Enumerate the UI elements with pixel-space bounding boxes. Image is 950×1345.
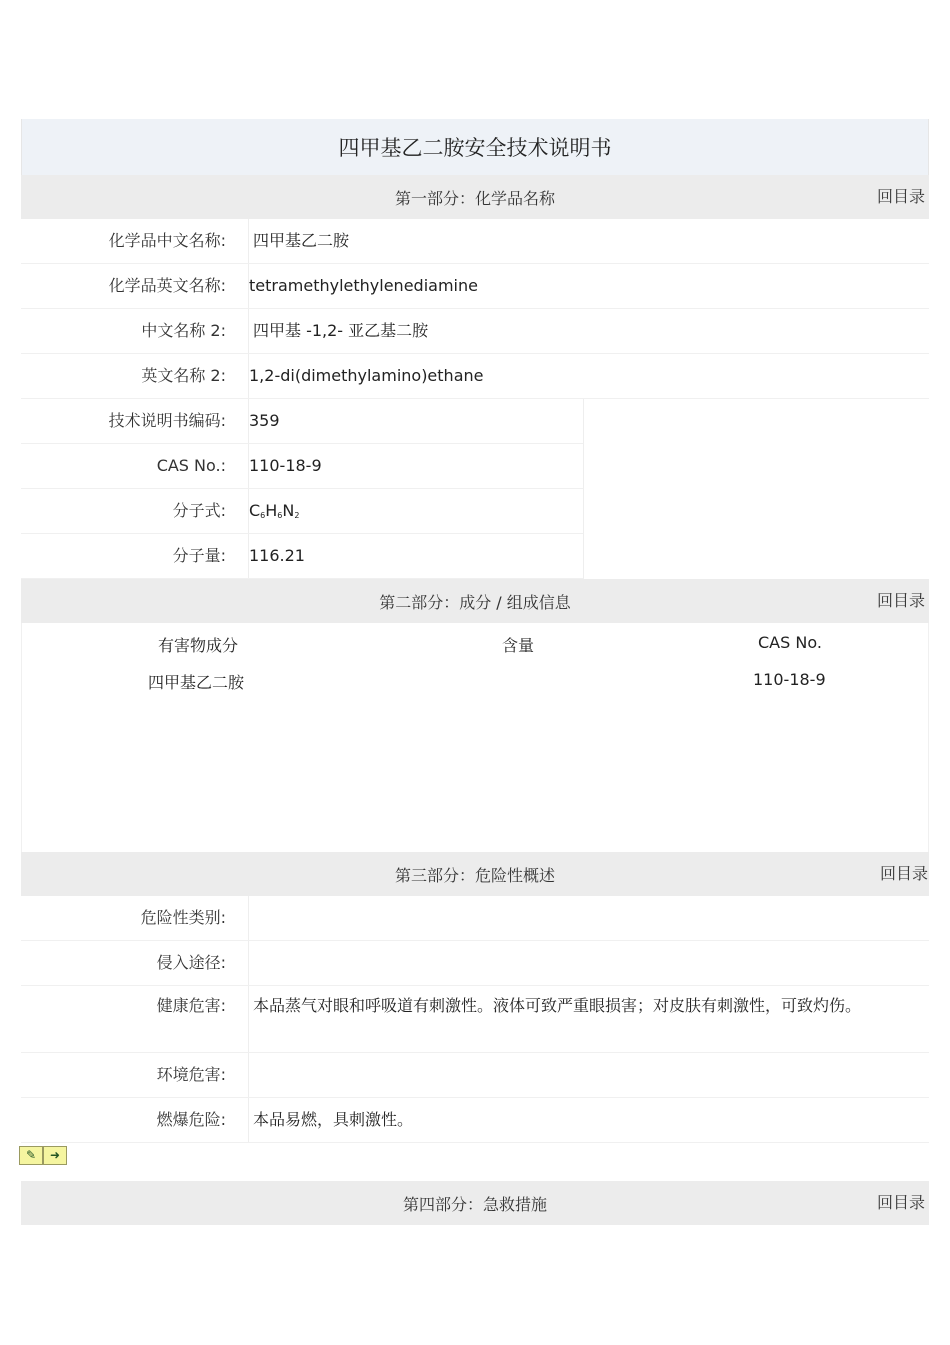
row-english-name-2	[21, 354, 929, 399]
field-value	[249, 941, 929, 985]
field-label: 分子式:	[21, 489, 249, 533]
field-label: 技术说明书编码:	[21, 399, 249, 443]
field-value	[249, 896, 929, 940]
formula-h-count: 6	[277, 511, 283, 520]
field-label: 英文名称 2:	[21, 354, 249, 398]
formula-n-count: 2	[294, 511, 300, 520]
row-health-hazard	[21, 986, 929, 1053]
toc-link-3[interactable]: 回目录	[879, 864, 928, 883]
row-chinese-name-2	[21, 309, 929, 354]
field-label: 化学品中文名称:	[21, 219, 249, 263]
row-molecular-weight	[21, 534, 584, 579]
row-english-name	[21, 264, 929, 309]
row-cas	[21, 444, 584, 489]
row-formula	[21, 489, 584, 534]
icon-toolbar	[21, 1143, 929, 1181]
composition-row	[22, 670, 928, 698]
field-value: 四甲基 -1,2- 亚乙基二胺	[253, 321, 429, 340]
section-2-header	[21, 579, 929, 623]
section-1-header	[21, 175, 929, 219]
composition-header-row	[22, 633, 928, 661]
blank-cell	[584, 399, 929, 579]
field-label: 分子量:	[21, 534, 249, 578]
field-value: 359	[249, 411, 280, 430]
field-label: 侵入途径:	[21, 941, 249, 985]
col-cas: CAS No.	[758, 633, 822, 652]
row-hazard-class	[21, 896, 929, 941]
field-value: 本品易燃，具刺激性。	[253, 1110, 414, 1129]
composition-table	[21, 623, 929, 852]
row-chinese-name	[21, 219, 929, 264]
row-fire-explosion-hazard	[21, 1098, 929, 1143]
field-label: 燃爆危险:	[21, 1098, 249, 1142]
next-icon[interactable]: ➜	[43, 1146, 67, 1165]
field-value: 110-18-9	[249, 456, 322, 475]
section-4-title: 第四部分：急救措施	[402, 1194, 547, 1214]
field-label: CAS No.:	[21, 444, 249, 488]
document-title: 四甲基乙二胺安全技术说明书	[21, 119, 929, 175]
row-exposure-route	[21, 941, 929, 986]
toc-link-2[interactable]: 回目录	[876, 591, 925, 610]
col-content: 含量	[502, 636, 535, 655]
section-1-title: 第一部分：化学品名称	[394, 188, 555, 208]
field-label: 化学品英文名称:	[21, 264, 249, 308]
row-environment-hazard	[21, 1053, 929, 1098]
field-label: 危险性类别:	[21, 896, 249, 940]
section-2-title: 第二部分：成分 / 组成信息	[379, 592, 571, 612]
identifier-block	[21, 399, 929, 579]
field-value	[249, 1053, 929, 1097]
section-4-header	[21, 1181, 929, 1225]
row-spec-code	[21, 399, 584, 444]
edit-icon[interactable]: ✎	[19, 1146, 43, 1165]
field-value: 116.21	[249, 546, 305, 565]
section-3-title: 第三部分：危险性概述	[394, 865, 555, 885]
field-value: 四甲基乙二胺	[253, 231, 350, 250]
component-cas: 110-18-9	[753, 670, 826, 689]
component-name: 四甲基乙二胺	[148, 673, 245, 692]
msds-document	[21, 119, 929, 1225]
formula-n: N	[282, 501, 295, 520]
formula-c: C	[249, 501, 261, 520]
field-label: 健康危害:	[21, 986, 249, 1052]
formula-c-count: 6	[260, 511, 266, 520]
field-value: 1,2-di(dimethylamino)ethane	[249, 366, 484, 385]
col-hazardous-component: 有害物成分	[158, 636, 239, 655]
toc-link-4[interactable]: 回目录	[876, 1193, 925, 1212]
toc-link-1[interactable]: 回目录	[876, 187, 925, 206]
formula-h: H	[265, 501, 278, 520]
field-label: 中文名称 2:	[21, 309, 249, 353]
molecular-formula	[249, 489, 583, 533]
section-3-header	[21, 852, 929, 896]
field-value: tetramethylethylenediamine	[249, 276, 478, 295]
field-value: 本品蒸气对眼和呼吸道有刺激性。液体可致严重眼损害；对皮肤有刺激性，可致灼伤。	[253, 996, 862, 1015]
field-label: 环境危害:	[21, 1053, 249, 1097]
